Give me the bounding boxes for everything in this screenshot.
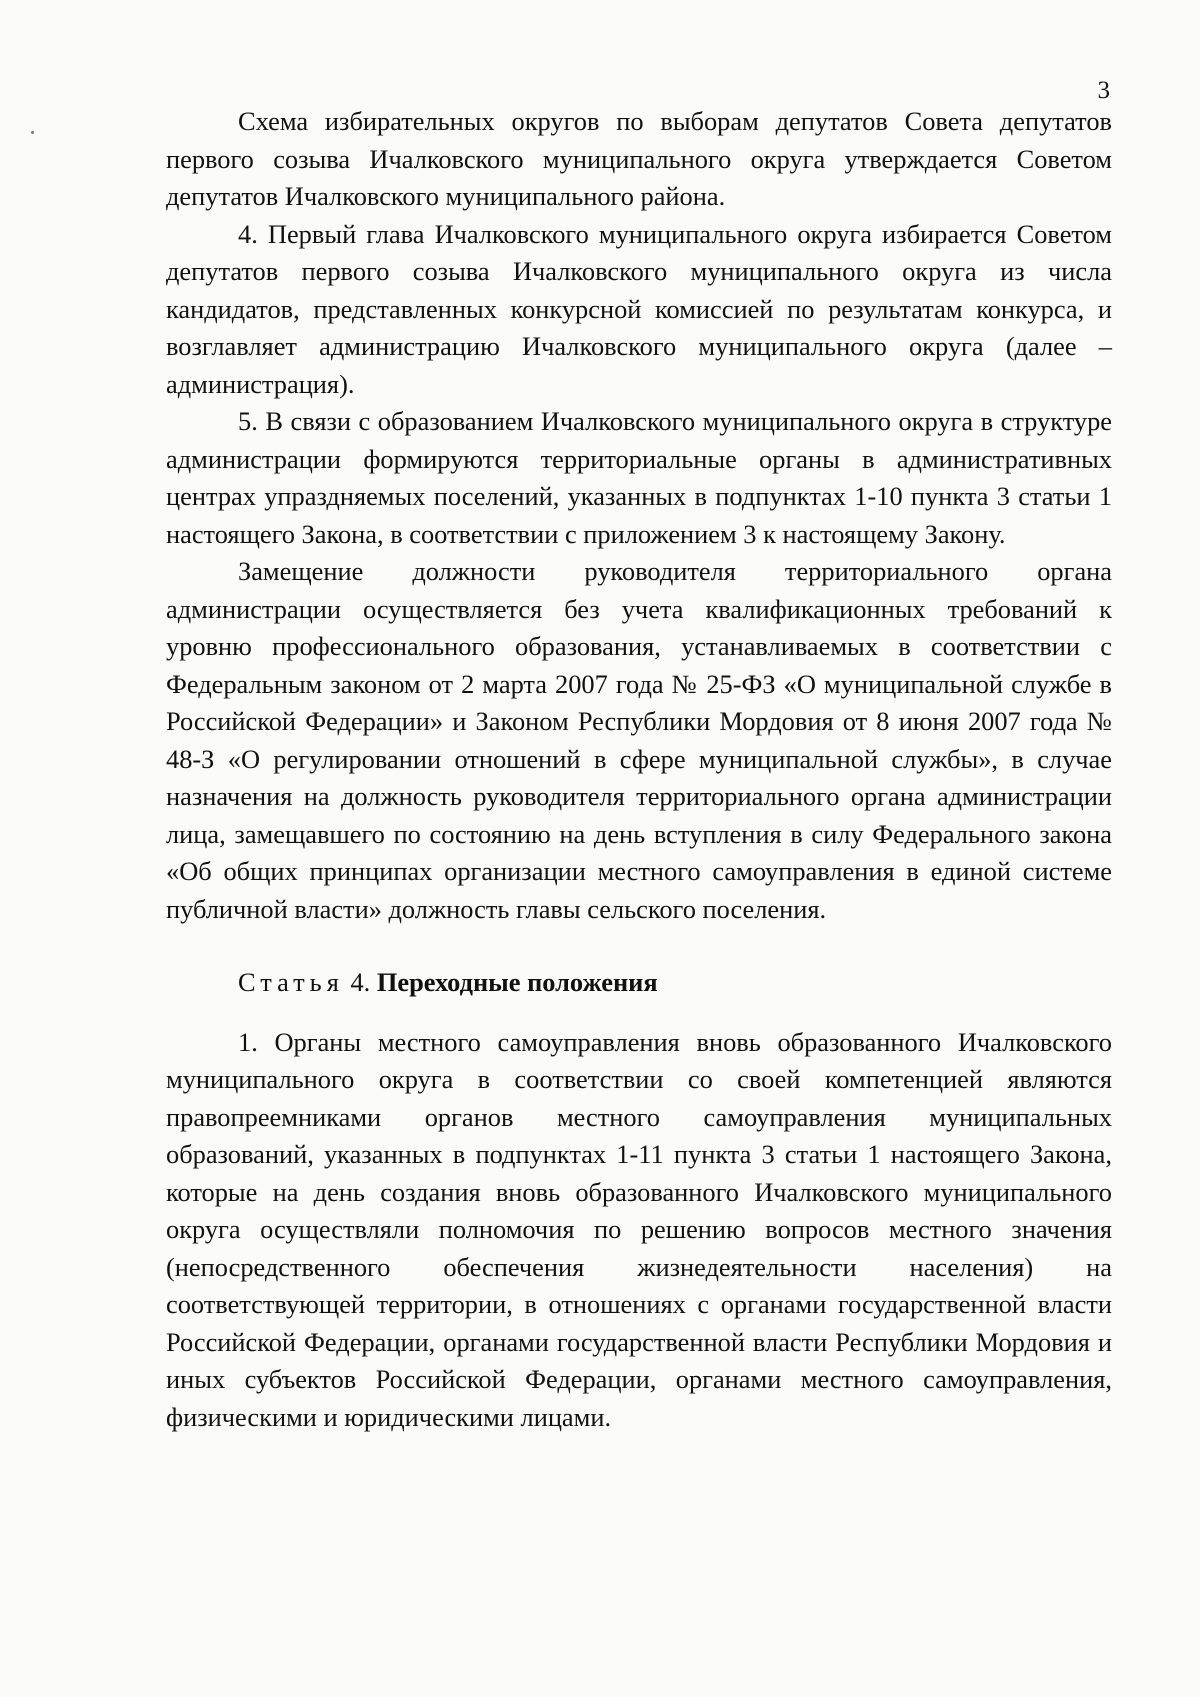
scan-speck [31, 131, 34, 134]
article-number: 4. [350, 967, 371, 997]
paragraph-first-head: 4. Первый глава Ичалковского муниципального округа избирается Советом депутатов первого созыва Ичалковского муниципального округа из числа кандидатов, представленных конкурсной комиссией по результатам конкурса, и возглавляет администрацию Ичалковского муниципального округа (далее – администрация). [166, 218, 1112, 399]
article-title: Переходные положения [376, 967, 658, 997]
paragraph-constituency-scheme: Схема избирательных округов по выборам депутатов Совета депутатов первого созыва Ичалковского муниципального округа утверждается Советом депутатов Ичалковского муниципального района. [166, 106, 1112, 211]
paragraph-legal-succession: 1. Органы местного самоуправления вновь образованного Ичалковского муниципального округа в соответствии со своей компетенцией являются правопреемниками органов местного самоуправления муниципальных образований, указанных в подпунктах 1-11 пункта 3 статьи 1 настоящего Закона, которые на день создания вновь образованного Ичалковского муниципального округа осуществляли полномочия по решению вопросов местного значения (непосредственного обеспечения жизнедеятельности населения) на соответствующей территории, в отношениях с органами государственной власти Российской Федерации, органами государственной власти Республики Мордовия и иных субъектов Российской Федерации, органами местного самоуправления, физическими и юридическими лицами. [166, 1026, 1112, 1432]
article-heading [166, 964, 1112, 1002]
page-number: 3 [1097, 77, 1110, 104]
paragraph-head-appointment: Замещение должности руководителя территориального органа администрации осуществляется без учета квалификационных требований к уровню профессионального образования, устанавливаемых в соответствии с Федеральным законом от 2 марта 2007 года № 25-ФЗ «О муниципальной службе в Российской Федерации» и Законом Республики Мордовия от 8 июня 2007 года № 48-З «О регулировании отношений в сфере муниципальной службы», в случае назначения на должность руководителя территориального органа администрации лица, замещавшего по состоянию на день вступления в силу Федерального закона «Об общих принципах организации местного самоуправления в единой системе публичной власти» должность главы сельского поселения. [166, 556, 1112, 924]
article-label: Статья [238, 967, 344, 997]
paragraph-territorial-bodies: 5. В связи с образованием Ичалковского муниципального округа в структуре администрации формируются территориальные органы в административных центрах упраздняемых поселений, указанных в подпунктах 1-10 пункта 3 статьи 1 настоящего Закона, в соответствии с приложением 3 к настоящему Закону. [166, 406, 1112, 549]
document-body [166, 103, 1112, 1436]
